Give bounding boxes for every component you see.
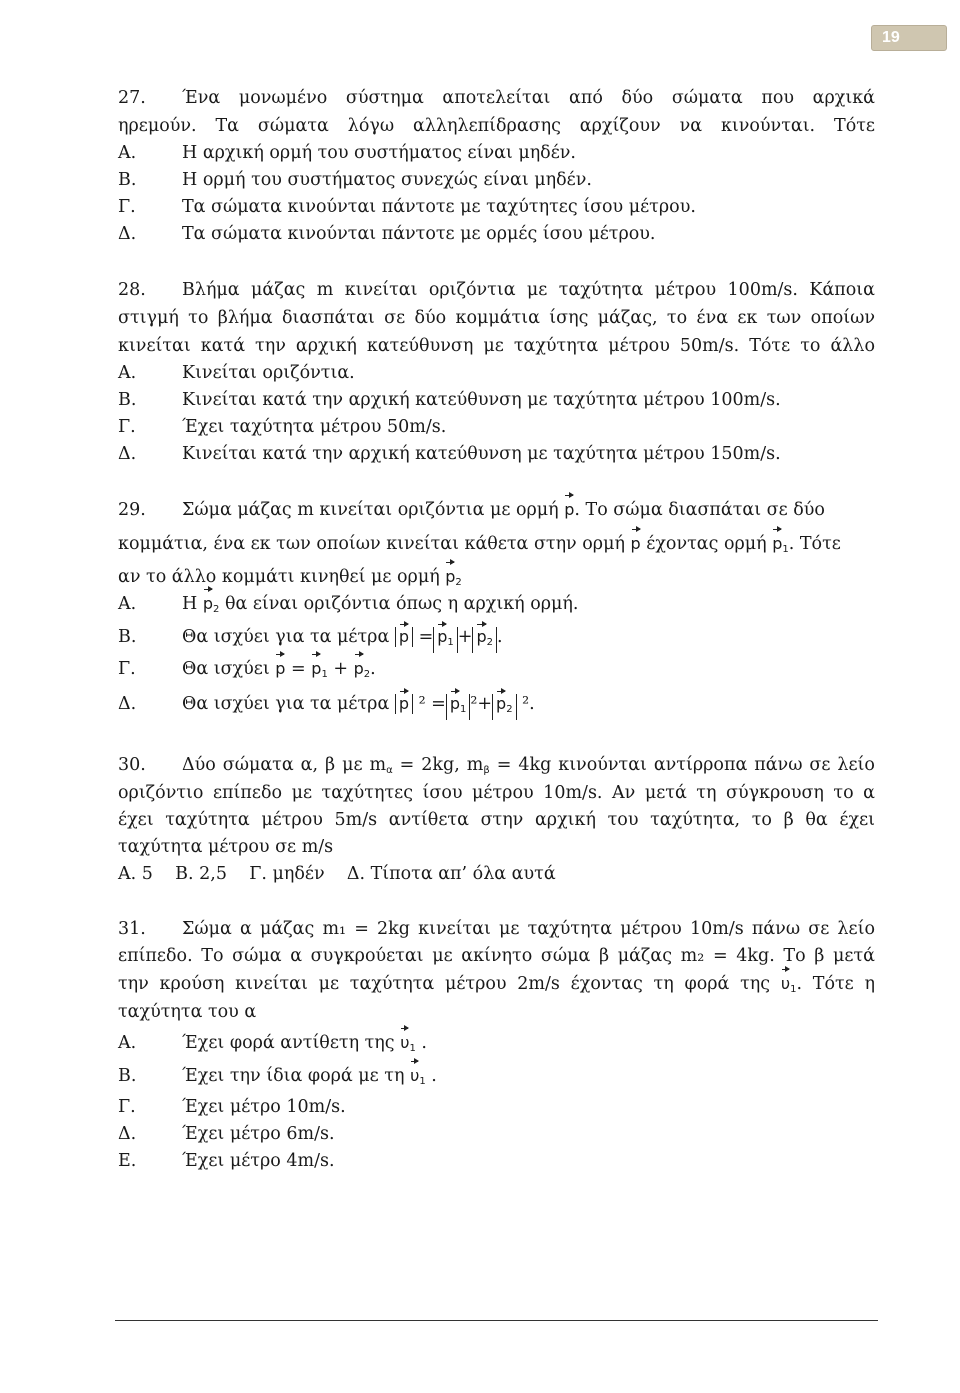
q30-answers: Α. 5 Β. 2,5 Γ. μηδέν Δ. Τίποτα απ’ όλα αυτά — [118, 864, 556, 884]
q31-option-d: Δ. Έχει μέτρο 6m/s. — [118, 1124, 335, 1144]
q31-stem-line2: επίπεδο. Το σώμα α συγκρούεται με ακίνητο σώμα β μάζας m₂ = 4kg. Το β μετά — [118, 946, 875, 966]
q30-stem-line3: έχει ταχύτητα μέτρου 5m/s αντίθετα στην αρχική του ταχύτητα, το β θα έχει — [118, 810, 875, 830]
q28-option-b: Β. Κινείται κατά την αρχική κατεύθυνση με ταχύτητα μέτρου 100m/s. — [118, 390, 781, 410]
q28-stem-line1: 28. Βλήμα μάζας m κινείται οριζόντια με ταχύτητα μέτρου 100m/s. Κάποια — [118, 280, 875, 300]
q30-stem-line2: οριζόντιο επίπεδο με ταχύτητες ίσου μέτρου 10m/s. Αν μετά τη σύγκρουση το α — [118, 783, 875, 803]
q27-number: 27. — [118, 88, 146, 108]
q28-option-a: Α. Κινείται οριζόντια. — [118, 363, 355, 383]
vector-p: p — [564, 498, 574, 522]
q31-option-e: Ε. Έχει μέτρο 4m/s. — [118, 1151, 335, 1171]
page-number-badge: 19 — [871, 25, 947, 51]
q28-option-d: Δ. Κινείται κατά την αρχική κατεύθυνση με ταχύτητα μέτρου 150m/s. — [118, 444, 781, 464]
q27-option-b: Β. Η ορμή του συστήματος συνεχώς είναι μηδέν. — [118, 170, 592, 190]
q31-stem-line1: 31. Σώμα α μάζας m₁ = 2kg κινείται με ταχύτητα μέτρου 10m/s πάνω σε λείο — [118, 919, 875, 939]
q28-option-c: Γ. Έχει ταχύτητα μέτρου 50m/s. — [118, 417, 447, 437]
q27-option-d: Δ. Τα σώματα κινούνται πάντοτε με ορμές ίσου μέτρου. — [118, 224, 656, 244]
q29-stem-line1: 29. Σώμα μάζας m κινείται οριζόντια με ορμή p. Το σώμα διασπάται σε δύο — [118, 500, 825, 520]
q29-stem-line3: αν το άλλο κομμάτι κινηθεί με ορμή $p_2$ — [118, 567, 462, 588]
q29-option-a: Α. Η $p_2$ θα είναι οριζόντια όπως η αρχική ορμή. — [118, 594, 579, 615]
q27-stem-line1: 27. Ένα μονωμένο σύστημα αποτελείται από δύο σώματα που αρχικά — [118, 88, 875, 108]
q31-stem-line4: ταχύτητα του α — [118, 1002, 257, 1022]
q31-stem-line3: την κρούση κινείται με ταχύτητα μέτρου 2m/s έχοντας τη φορά της $\upsilon_1$. Τότε η — [118, 974, 875, 995]
q31-option-b: Β. Έχει την ίδια φορά με τη $\upsilon_1$ . — [118, 1066, 437, 1087]
q29-stem-line2: κομμάτια, ένα εκ των οποίων κινείται κάθετα στην ορμή p έχοντας ορμή $p_1$. Τότε — [118, 534, 841, 555]
q27-stem-line2: ηρεμούν. Τα σώματα λόγω αλληλεπίδρασης αρχίζουν να κινούνται. Τότε — [118, 116, 875, 136]
q30-stem-line4: ταχύτητα μέτρου σε m/s — [118, 837, 334, 857]
footer-divider — [115, 1320, 878, 1321]
q31-option-c: Γ. Έχει μέτρο 10m/s. — [118, 1097, 346, 1117]
q27-option-a: Α. Η αρχική ορμή του συστήματος είναι μηδέν. — [118, 143, 576, 163]
q28-stem-line2: στιγμή το βλήμα διασπάται σε δύο κομμάτια ίσης μάζας, το ένα εκ των οποίων — [118, 308, 875, 328]
q28-stem-line3: κινείται κατά την αρχική κατεύθυνση με ταχύτητα μέτρου 50m/s. Τότε το άλλο — [118, 336, 875, 356]
q29-option-b: Β. Θα ισχύει για τα μέτρα $p = p_1 + p_2$ . — [118, 625, 875, 653]
q29-option-c: Γ. Θα ισχύει $p = p_1 + p_2$. — [118, 659, 376, 680]
q30-stem-line1: 30. Δύο σώματα α, β με $m_\alpha = 2kg$, $m_\beta = 4kg$ κινούνται αντίρροπα πάνω σε λείο — [118, 755, 875, 776]
q31-option-a: Α. Έχει φορά αντίθετη της $\upsilon_1$ . — [118, 1033, 427, 1054]
q29-option-d: Δ. Θα ισχύει για τα μέτρα p $^2 = p_1$ $^2+ p_2$ ². — [118, 692, 875, 720]
q27-option-c: Γ. Τα σώματα κινούνται πάντοτε με ταχύτητες ίσου μέτρου. — [118, 197, 696, 217]
